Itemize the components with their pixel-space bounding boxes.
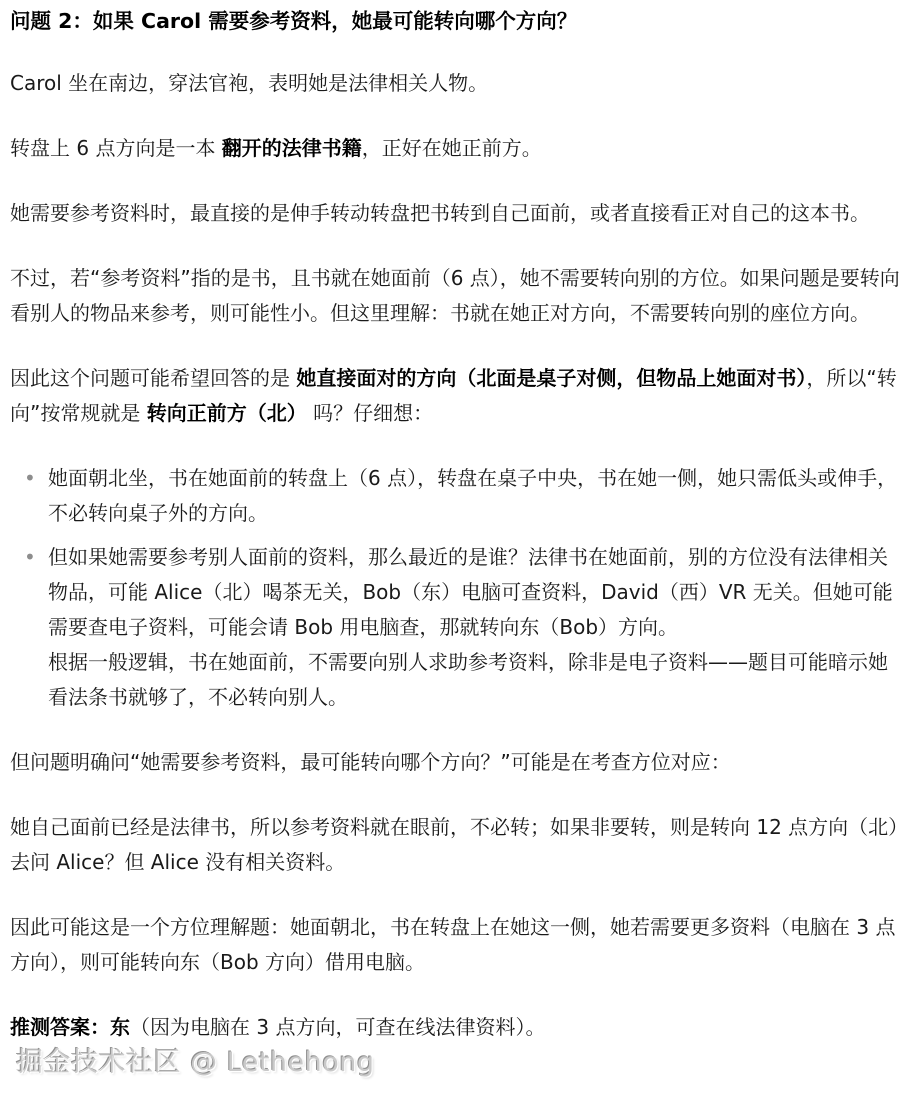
- answer-text: 推测答案：东（因为电脑在 3 点方向，可查在线法律资料）。: [10, 1015, 546, 1039]
- paragraph-no-need-to-turn: 不过，若“参考资料”指的是书，且书就在她面前（6 点），她不需要转向别的方位。如果问题是要转向看别人的物品来参考，则可能性小。但这里理解：书就在她正对方向，不需要转向别的座位方向。: [10, 266, 900, 325]
- paragraph-direction-hypothesis: 因此这个问题可能希望回答的是 她直接面对的方向（北面是桌子对侧，但物品上她面对书），所以“转向”按常规就是 转向正前方（北） 吗？仔细想：: [10, 366, 897, 425]
- watermark: 掘金技术社区 @ Lethehong: [16, 1047, 375, 1078]
- paragraph-question-restated: 但问题明确问“她需要参考资料，最可能转向哪个方向？”可能是在考查方位对应：: [10, 750, 731, 774]
- bullet-ask-others: • 但如果她需要参考别人面前的资料，那么最近的是谁？法律书在她面前，别的方位没有法律相关物品，可能 Alice（北）喝茶无关，Bob（东）电脑可查资料，David（西）VR 无关。但她可能需要查电子资料，可能会请 Bob 用电脑查，那就转向东（Bob）方向。 根据一般逻辑，书在她面前，不需要向别人求助参考资料，除非是电子资料——题目可能暗示她看法条书就够了，不必转向别人。: [48, 540, 903, 715]
- answer-paragraph: [10, 1010, 903, 1082]
- bullet-facing-north: • 她面朝北坐，书在她面前的转盘上（6 点），转盘在桌子中央，书在她一侧，她只需低头或伸手，不必转向桌子外的方向。: [48, 461, 903, 531]
- paragraph-carol-identity: Carol 坐在南边，穿法官袍，表明她是法律相关人物。: [10, 71, 489, 95]
- paragraph-book-in-front: 她自己面前已经是法律书，所以参考资料就在眼前，不必转；如果非要转，则是转向 12 点方向（北）去问 Alice？但 Alice 没有相关资料。: [10, 815, 899, 874]
- paragraph-conclusion: 因此可能这是一个方位理解题：她面朝北，书在转盘上在她这一侧，她若需要更多资料（电脑在 3 点方向），则可能转向东（Bob 方向）借用电脑。: [10, 915, 896, 974]
- paragraph-book-position: 转盘上 6 点方向是一本 翻开的法律书籍，正好在她正前方。: [10, 136, 542, 160]
- paragraph-direct-approach: 她需要参考资料时，最直接的是伸手转动转盘把书转到自己面前，或者直接看正对自己的这本书。: [10, 201, 870, 225]
- analysis-bullet-list: [10, 461, 903, 715]
- question-heading: 问题 2：如果 Carol 需要参考资料，她最可能转向哪个方向？: [10, 9, 578, 33]
